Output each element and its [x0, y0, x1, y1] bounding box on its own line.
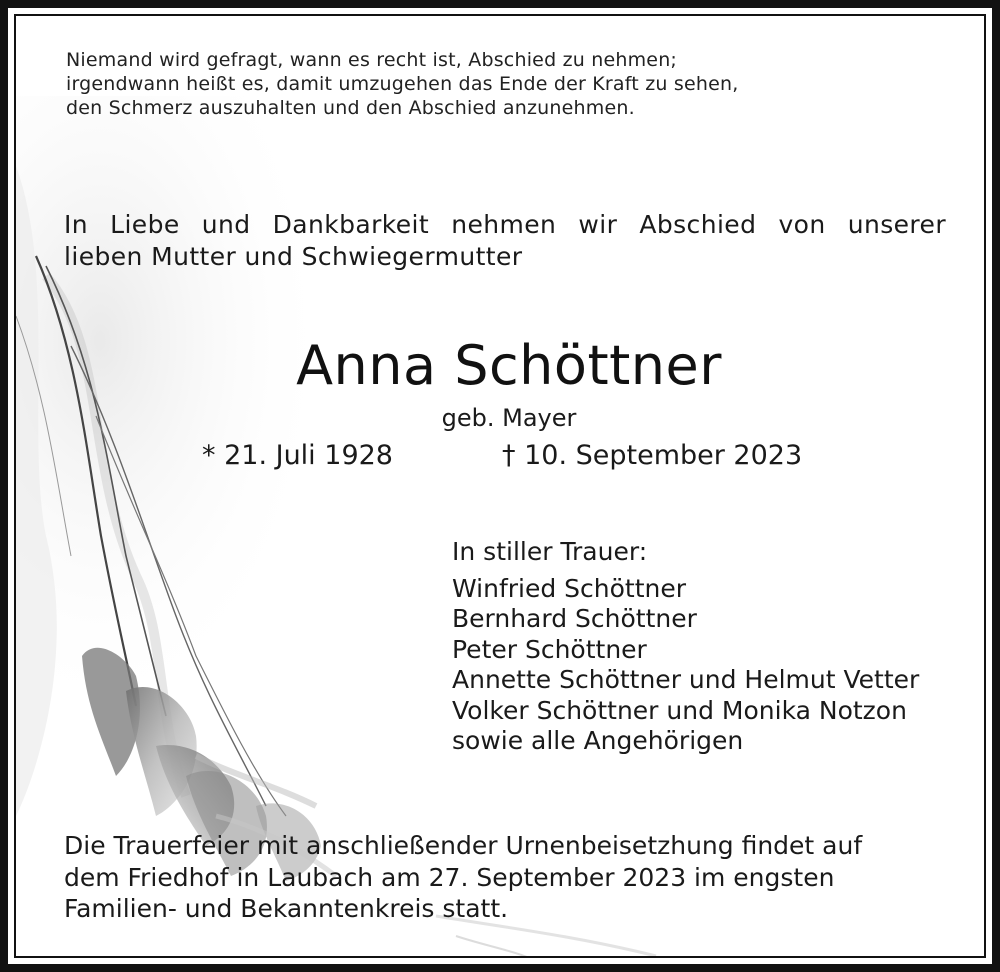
mourner-name: Bernhard Schöttner — [452, 604, 697, 633]
death-date: † 10. September 2023 — [502, 440, 803, 471]
mourner-name: Annette Schöttner und Helmut Vetter — [452, 665, 920, 694]
maiden-name: geb. Mayer — [441, 404, 577, 432]
poem-text — [66, 48, 738, 120]
funeral-info — [64, 830, 862, 925]
poem-line: Niemand wird gefragt, wann es recht ist, Abschied zu nehmen; — [66, 49, 678, 71]
deceased-name: Anna Schöttner — [296, 334, 722, 397]
intro-line: In Liebe und Dankbarkeit nehmen wir Abschied von unserer — [64, 210, 946, 239]
mourner-name: sowie alle Angehörigen — [452, 726, 744, 755]
intro-line: lieben Mutter und Schwiegermutter — [64, 242, 523, 271]
funeral-line: dem Friedhof in Laubach am 27. September 2023 im engsten — [64, 862, 835, 892]
mourner-name: Volker Schöttner und Monika Notzon — [452, 695, 907, 725]
poem-line: den Schmerz auszuhalten und den Abschied anzunehmen. — [66, 97, 635, 119]
mourners-heading: In stiller Trauer: — [452, 537, 648, 566]
mourners-list — [452, 537, 919, 757]
mourner-name: Winfried Schöttner — [452, 573, 687, 603]
farewell-intro — [64, 209, 946, 273]
mourner-name: Peter Schöttner — [452, 634, 647, 664]
birth-date: * 21. Juli 1928 — [202, 440, 393, 471]
calla-lily-drawing — [16, 16, 986, 958]
funeral-line: Familien- und Bekanntenkreis statt. — [64, 894, 509, 923]
obituary-inner-border — [14, 14, 986, 958]
funeral-line: Die Trauerfeier mit anschließender Urnenbeisetzhung findet auf — [64, 831, 863, 860]
poem-line: irgendwann heißt es, damit umzugehen das Ende der Kraft zu sehen, — [66, 73, 739, 95]
